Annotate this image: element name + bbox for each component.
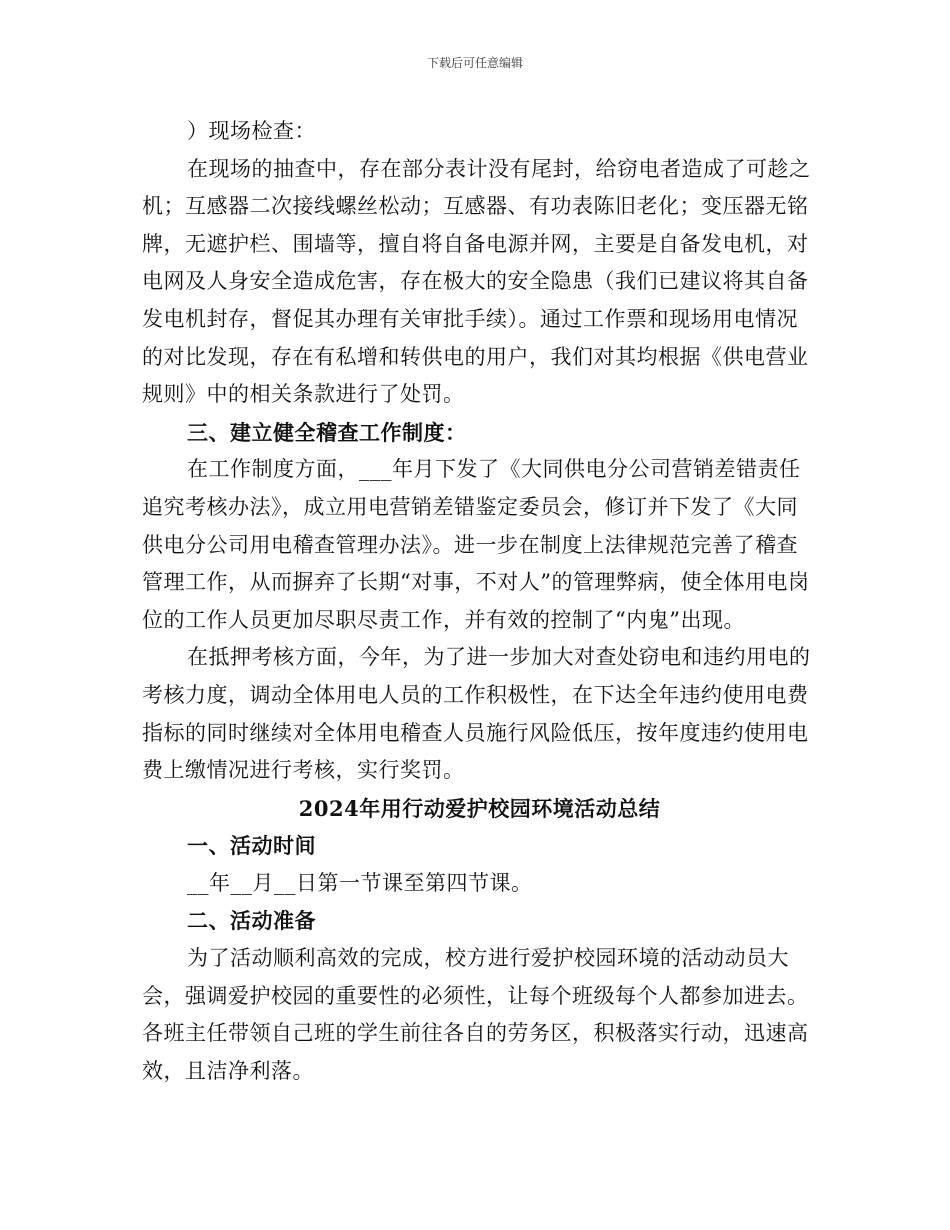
section-heading-3: 三、建立健全稽查工作制度： bbox=[187, 419, 467, 445]
section-heading-activity-time: 一、活动时间 bbox=[187, 833, 316, 859]
paragraph-activity-time: __年__月__日第一节课至第四节课。 bbox=[187, 870, 533, 895]
section-heading-activity-prep: 二、活动准备 bbox=[187, 908, 316, 934]
paragraph-activity-prep: 为了活动顺利高效的完成，校方进行爱护校园环境的活动动员大会，强调爱护校园的重要性的必须性，让每个班级每个人都参加进去。各班主任带领自己班的学生前往各自的劳务区，积极落实行动，迅速高效，且洁净利落。 bbox=[142, 946, 809, 1083]
page-header-note: 下载后可任意编辑 bbox=[426, 56, 523, 70]
paragraph-assessment: 在抵押考核方面，今年，为了进一步加大对查处窃电和违约用电的考核力度，调动全体用电人员的工作积极性，在下达全年违约使用电费指标的同时继续对全体用电稽查人员施行风险低压，按年度违约使用电费上缴情况进行考核，实行奖罚。 bbox=[142, 645, 811, 783]
paragraph-site-inspection: 在现场的抽查中，存在部分表计没有尾封，给窃电者造成了可趁之机；互感器二次接线螺丝松动；互感器、有功表陈旧老化；变压器无铭牌，无遮护栏、围墙等，擅自将自备电源并网，主要是自备发电机，对电网及人身安全造成危害，存在极大的安全隐患（我们已建议将其自备发电机封存，督促其办理有关审批手续）。通过工作票和现场用电情况的对比发现，存在有私增和转供电的用户，我们对其均根据《供电营业规则》中的相关条款进行了处罚。 bbox=[142, 156, 811, 407]
paragraph-site-inspection-heading: ）现场检查： bbox=[187, 119, 316, 143]
document-title: 2024年用行动爱护校园环境活动总结 bbox=[298, 795, 661, 821]
paragraph-work-system: 在工作制度方面，___年月下发了《大同供电分公司营销差错责任追究考核办法》，成立用电营销差错鉴定委员会，修订并下发了《大同供电分公司用电稽查管理办法》。进一步在制度上法律规范完善了稽查管理工作，从而摒弃了长期“对事，不对人”的管理弊病，使全体用电岗位的工作人员更加尽职尽责工作，并有效的控制了“内鬼”出现。 bbox=[142, 457, 810, 632]
document-body bbox=[142, 113, 817, 1090]
